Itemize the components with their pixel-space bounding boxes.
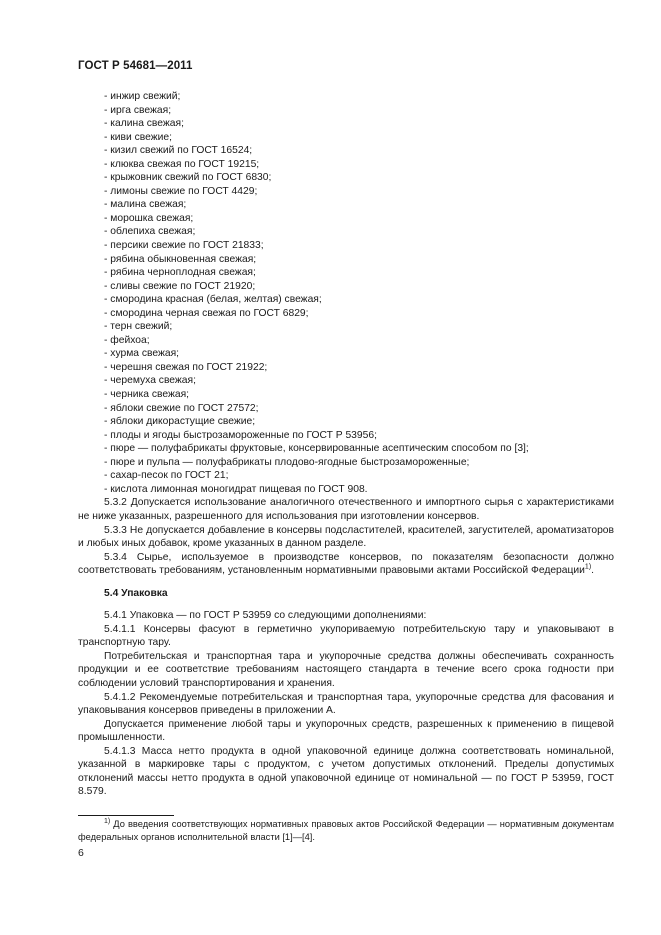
list-item: - облепиха свежая; (104, 226, 196, 238)
list-item: - клюква свежая по ГОСТ 19215; (104, 158, 260, 170)
list-item: - рябина черноплодная свежая; (104, 267, 256, 279)
list-item: - терн свежий; (104, 321, 173, 333)
list-item: - кизил свежий по ГОСТ 16524; (104, 145, 253, 157)
list-item: - плоды и ягоды быстрозамороженные по ГОСТ Р 53956; (104, 429, 377, 441)
footnote-text: До введения соответствующих нормативных правовых актов Российской Федерации — нормативным документам федеральных органов исполнительной власти [1]—[4]. (78, 819, 614, 842)
paragraph-5-4-1-3: 5.4.1.3 Масса нетто продукта в одной упаковочной единице должна соответствовать номинальной, указанной в маркировке тары с продуктом, с учетом допустимых отклонений. Пределы допустимых отклонений массы нетто продукта в одной упаковочной единице от номинальной — по ГОСТ Р 53959, ГОСТ 8.579. (78, 745, 614, 798)
paragraph-5-3-4-end: . (591, 565, 595, 577)
paragraph-5-4-1-1: 5.4.1.1 Консервы фасуют в герметично укупориваемую потребительскую тару и упаковывают в транспортную тару. (78, 623, 614, 649)
list-item: - черемуха свежая; (104, 375, 196, 387)
list-item: - кислота лимонная моногидрат пищевая по ГОСТ 908. (104, 483, 368, 495)
paragraph-5-3-4-text: 5.3.4 Сырье, используемое в производстве консервов, по показателям безопасности должно соответствовать требованиям, установленным нормативными правовыми актами Российской Федерации (78, 551, 614, 577)
list-item: - ирга свежая; (104, 104, 172, 116)
list-item: - персики свежие по ГОСТ 21833; (104, 240, 264, 252)
section-title-5-4: 5.4 Упаковка (104, 587, 168, 599)
page-body (78, 90, 614, 799)
list-item: - яблоки дикорастущие свежие; (104, 416, 256, 428)
paragraph-5-3-3: 5.3.3 Не допускается добавление в консервы подсластителей, красителей, загустителей, ароматизаторов и любых иных добавок, кроме указанных в данном разделе. (78, 524, 614, 550)
paragraph-5-3-2: 5.3.2 Допускается использование аналогичного отечественного и импортного сырья с характеристиками не ниже указанных, разрешенного для использования при изготовлении консервов. (78, 497, 614, 522)
footnote-reference: 1) (584, 563, 592, 571)
list-item: - пюре — полуфабрикаты фруктовые, консервированные асептическим способом по [3]; (104, 443, 529, 455)
footnote (78, 818, 614, 843)
list-item: - сахар-песок по ГОСТ 21; (104, 470, 229, 482)
list-item: - морошка свежая; (104, 212, 194, 224)
list-item: - киви свежие; (104, 131, 172, 143)
list-item: - инжир свежий; (104, 91, 181, 102)
raw-materials-list (78, 90, 614, 496)
footnote-divider (78, 815, 174, 816)
list-item: - яблоки свежие по ГОСТ 27572; (104, 402, 259, 414)
list-item: - пюре и пульпа — полуфабрикаты плодово-ягодные быстрозамороженные; (104, 456, 470, 468)
list-item: - смородина черная свежая по ГОСТ 6829; (104, 307, 309, 319)
document-header: ГОСТ Р 54681—2011 (78, 60, 193, 72)
list-item: - фейхоа; (104, 334, 150, 346)
list-item: - рябина обыкновенная свежая; (104, 253, 257, 265)
footnote-mark: 1) (104, 817, 111, 825)
paragraph-5-4-1: 5.4.1 Упаковка — по ГОСТ Р 53959 со следующими дополнениями: (104, 610, 427, 622)
list-item: - малина свежая; (104, 199, 187, 211)
paragraph-5-4-1-2: 5.4.1.2 Рекомендуемые потребительская и транспортная тара, укупорочные средства для фасования и упаковывания консервов приведены в приложении А. (78, 691, 614, 717)
list-item: - черешня свежая по ГОСТ 21922; (104, 361, 268, 373)
paragraph-5-3-4 (78, 551, 614, 578)
list-item: - сливы свежие по ГОСТ 21920; (104, 280, 256, 292)
list-item: - смородина красная (белая, желтая) свежая; (104, 294, 322, 306)
list-item: - крыжовник свежий по ГОСТ 6830; (104, 172, 272, 184)
paragraph-5-4-1-2-b: Допускается применение любой тары и укупорочных средств, разрешенных к применению в пищевой промышленности. (78, 718, 614, 744)
list-item: - калина свежая; (104, 118, 184, 130)
list-item: - лимоны свежие по ГОСТ 4429; (104, 185, 258, 197)
page-number: 6 (78, 847, 84, 859)
list-item: - черника свежая; (104, 389, 190, 401)
paragraph-5-4-1-1-b: Потребительская и транспортная тара и укупорочные средства должны обеспечивать сохранность продукции и ее соответствие требованиям настоящего стандарта в течение всего срока годности при соблюдении условий транспортирования и хранения. (78, 650, 614, 689)
list-item: - хурма свежая; (104, 348, 180, 360)
